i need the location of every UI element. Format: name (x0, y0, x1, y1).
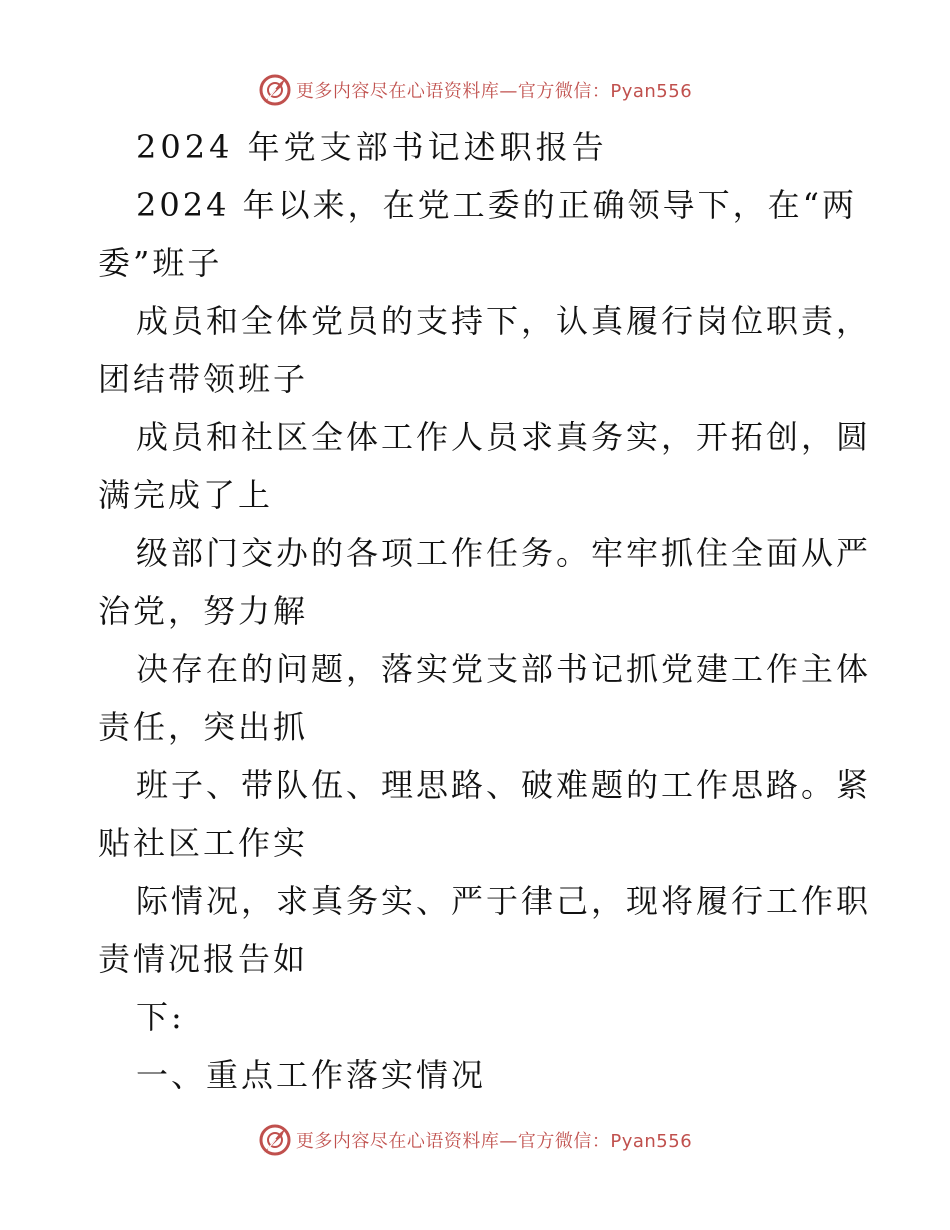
text-line: 成员和全体党员的支持下，认真履行岗位职责， (136, 302, 872, 340)
document-body (98, 118, 872, 1104)
text-line: 成员和社区全体工作人员求真务实，开拓创，圆 (136, 418, 872, 456)
text-line: 委”班子 (98, 244, 223, 282)
text-line: 级部门交办的各项工作任务。牢牢抓住全面从严 (136, 534, 872, 572)
quill-logo-icon (258, 73, 292, 107)
watermark-text: 更多内容尽在心语资料库—官方微信：Pyan556 (295, 81, 693, 102)
watermark-banner-top (0, 68, 950, 112)
text-line: 2024 年以来，在党工委的正确领导下，在“两 (136, 186, 857, 224)
text-line: 责情况报告如 (98, 940, 309, 978)
text-line: 一、重点工作落实情况 (136, 1056, 487, 1094)
text-line: 贴社区工作实 (98, 824, 309, 862)
text-line: 下: (136, 998, 185, 1036)
text-line: 班子、带队伍、理思路、破难题的工作思路。紧 (136, 766, 872, 804)
watermark-banner-bottom (0, 1118, 950, 1162)
text-line: 治党，努力解 (98, 592, 309, 630)
text-line: 际情况，求真务实、严于律己，现将履行工作职 (136, 882, 872, 920)
text-line: 团结带领班子 (98, 360, 309, 398)
text-line: 责任，突出抓 (98, 708, 309, 746)
quill-logo-icon (258, 1123, 292, 1157)
watermark-text: 更多内容尽在心语资料库—官方微信：Pyan556 (295, 1131, 693, 1152)
document-paragraph (98, 176, 872, 1104)
document-title: 2024 年党支部书记述职报告 (136, 128, 608, 166)
text-line: 满完成了上 (98, 476, 274, 514)
text-line: 决存在的问题，落实党支部书记抓党建工作主体 (136, 650, 872, 688)
